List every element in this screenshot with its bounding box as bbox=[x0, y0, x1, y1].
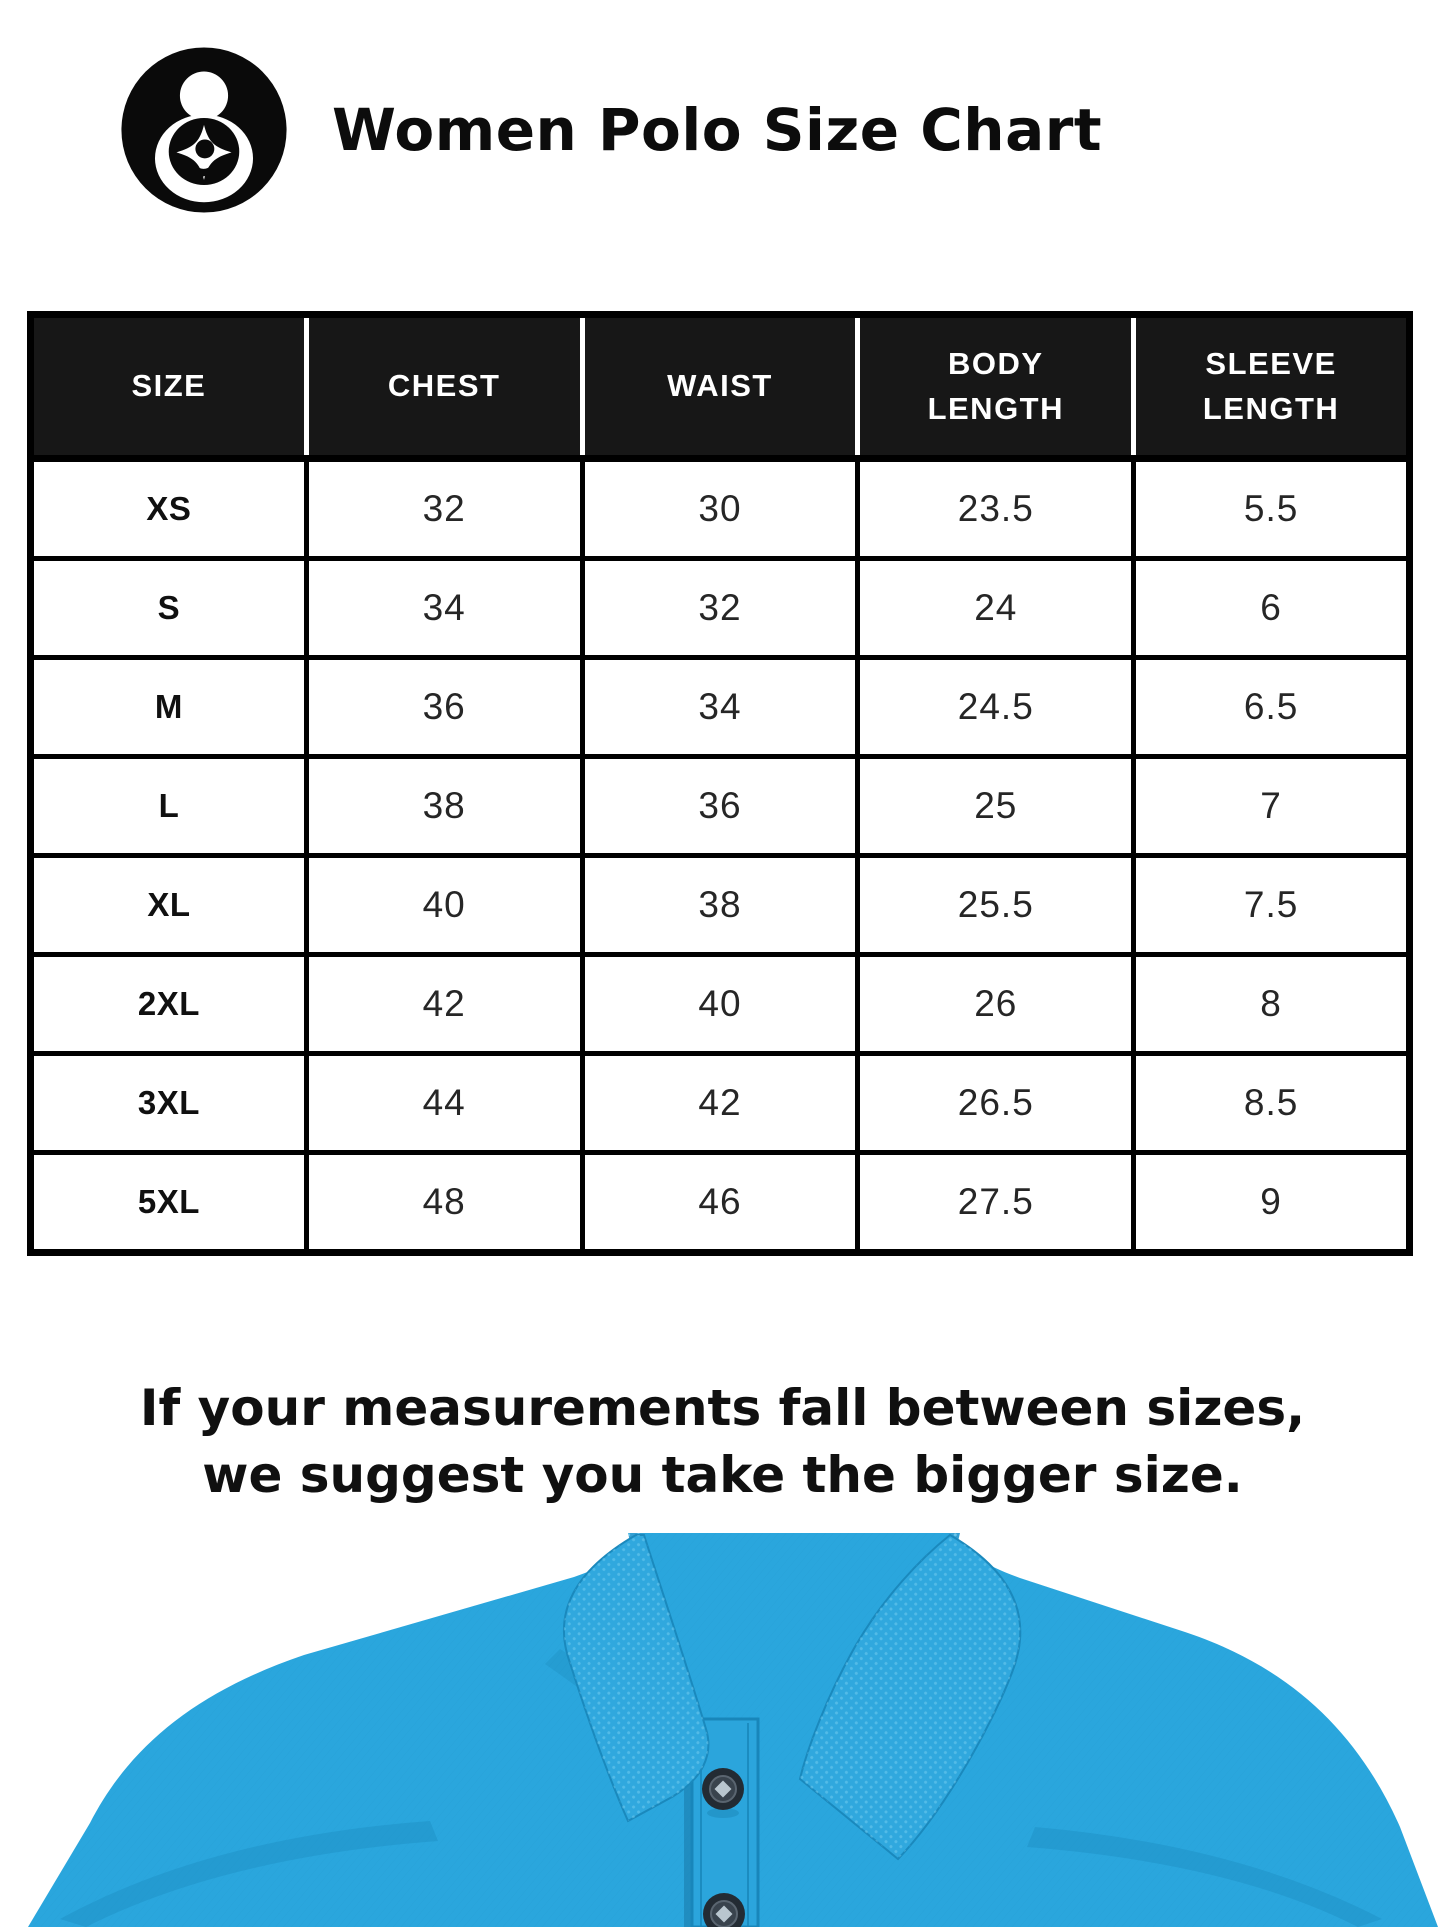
chest-cell: 44 bbox=[306, 1054, 582, 1153]
column-header-sleeve-length: SLEEVE LENGTH bbox=[1134, 315, 1410, 459]
table-header bbox=[31, 315, 1410, 459]
waist-cell: 40 bbox=[582, 955, 858, 1054]
waist-cell: 34 bbox=[582, 658, 858, 757]
body-length-cell: 26 bbox=[858, 955, 1134, 1054]
size-cell: 2XL bbox=[31, 955, 307, 1054]
table-row bbox=[31, 856, 1410, 955]
table-row bbox=[31, 559, 1410, 658]
size-cell: S bbox=[31, 559, 307, 658]
page-title: Women Polo Size Chart bbox=[332, 96, 1103, 164]
size-cell: 5XL bbox=[31, 1153, 307, 1253]
size-cell: M bbox=[31, 658, 307, 757]
fit-note-line-2: we suggest you take the bigger size. bbox=[202, 1446, 1243, 1504]
waist-cell: 42 bbox=[582, 1054, 858, 1153]
sleeve-length-cell: 8 bbox=[1134, 955, 1410, 1054]
body-length-cell: 24.5 bbox=[858, 658, 1134, 757]
size-cell: 3XL bbox=[31, 1054, 307, 1153]
brand-logo-icon bbox=[118, 42, 290, 218]
body-length-cell: 23.5 bbox=[858, 459, 1134, 559]
sleeve-length-cell: 6 bbox=[1134, 559, 1410, 658]
table-row bbox=[31, 658, 1410, 757]
waist-cell: 38 bbox=[582, 856, 858, 955]
table-row bbox=[31, 955, 1410, 1054]
header-row bbox=[31, 315, 1410, 459]
sleeve-length-cell: 8.5 bbox=[1134, 1054, 1410, 1153]
table-row bbox=[31, 757, 1410, 856]
fit-note-line-1: If your measurements fall between sizes, bbox=[139, 1379, 1306, 1437]
size-cell: XL bbox=[31, 856, 307, 955]
chest-cell: 48 bbox=[306, 1153, 582, 1253]
column-header-body-length: BODY LENGTH bbox=[858, 315, 1134, 459]
sleeve-length-cell: 7.5 bbox=[1134, 856, 1410, 955]
size-chart-table bbox=[27, 311, 1413, 1256]
chest-cell: 42 bbox=[306, 955, 582, 1054]
column-header-size: SIZE bbox=[31, 315, 307, 459]
sleeve-length-cell: 7 bbox=[1134, 757, 1410, 856]
table-row bbox=[31, 1153, 1410, 1253]
chest-cell: 38 bbox=[306, 757, 582, 856]
fit-note bbox=[0, 1375, 1445, 1509]
brand-header bbox=[118, 42, 1102, 218]
waist-cell: 46 bbox=[582, 1153, 858, 1253]
sleeve-length-cell: 5.5 bbox=[1134, 459, 1410, 559]
sleeve-length-cell: 9 bbox=[1134, 1153, 1410, 1253]
size-cell: L bbox=[31, 757, 307, 856]
sleeve-length-cell: 6.5 bbox=[1134, 658, 1410, 757]
chest-cell: 32 bbox=[306, 459, 582, 559]
chest-cell: 36 bbox=[306, 658, 582, 757]
waist-cell: 32 bbox=[582, 559, 858, 658]
chest-cell: 34 bbox=[306, 559, 582, 658]
body-length-cell: 25.5 bbox=[858, 856, 1134, 955]
column-header-chest: CHEST bbox=[306, 315, 582, 459]
table-row bbox=[31, 1054, 1410, 1153]
chest-cell: 40 bbox=[306, 856, 582, 955]
waist-cell: 36 bbox=[582, 757, 858, 856]
body-length-cell: 26.5 bbox=[858, 1054, 1134, 1153]
polo-shirt-photo bbox=[0, 1527, 1445, 1927]
table-body bbox=[31, 459, 1410, 1253]
column-header-waist: WAIST bbox=[582, 315, 858, 459]
body-length-cell: 27.5 bbox=[858, 1153, 1134, 1253]
body-length-cell: 25 bbox=[858, 757, 1134, 856]
table-row bbox=[31, 459, 1410, 559]
body-length-cell: 24 bbox=[858, 559, 1134, 658]
waist-cell: 30 bbox=[582, 459, 858, 559]
size-cell: XS bbox=[31, 459, 307, 559]
